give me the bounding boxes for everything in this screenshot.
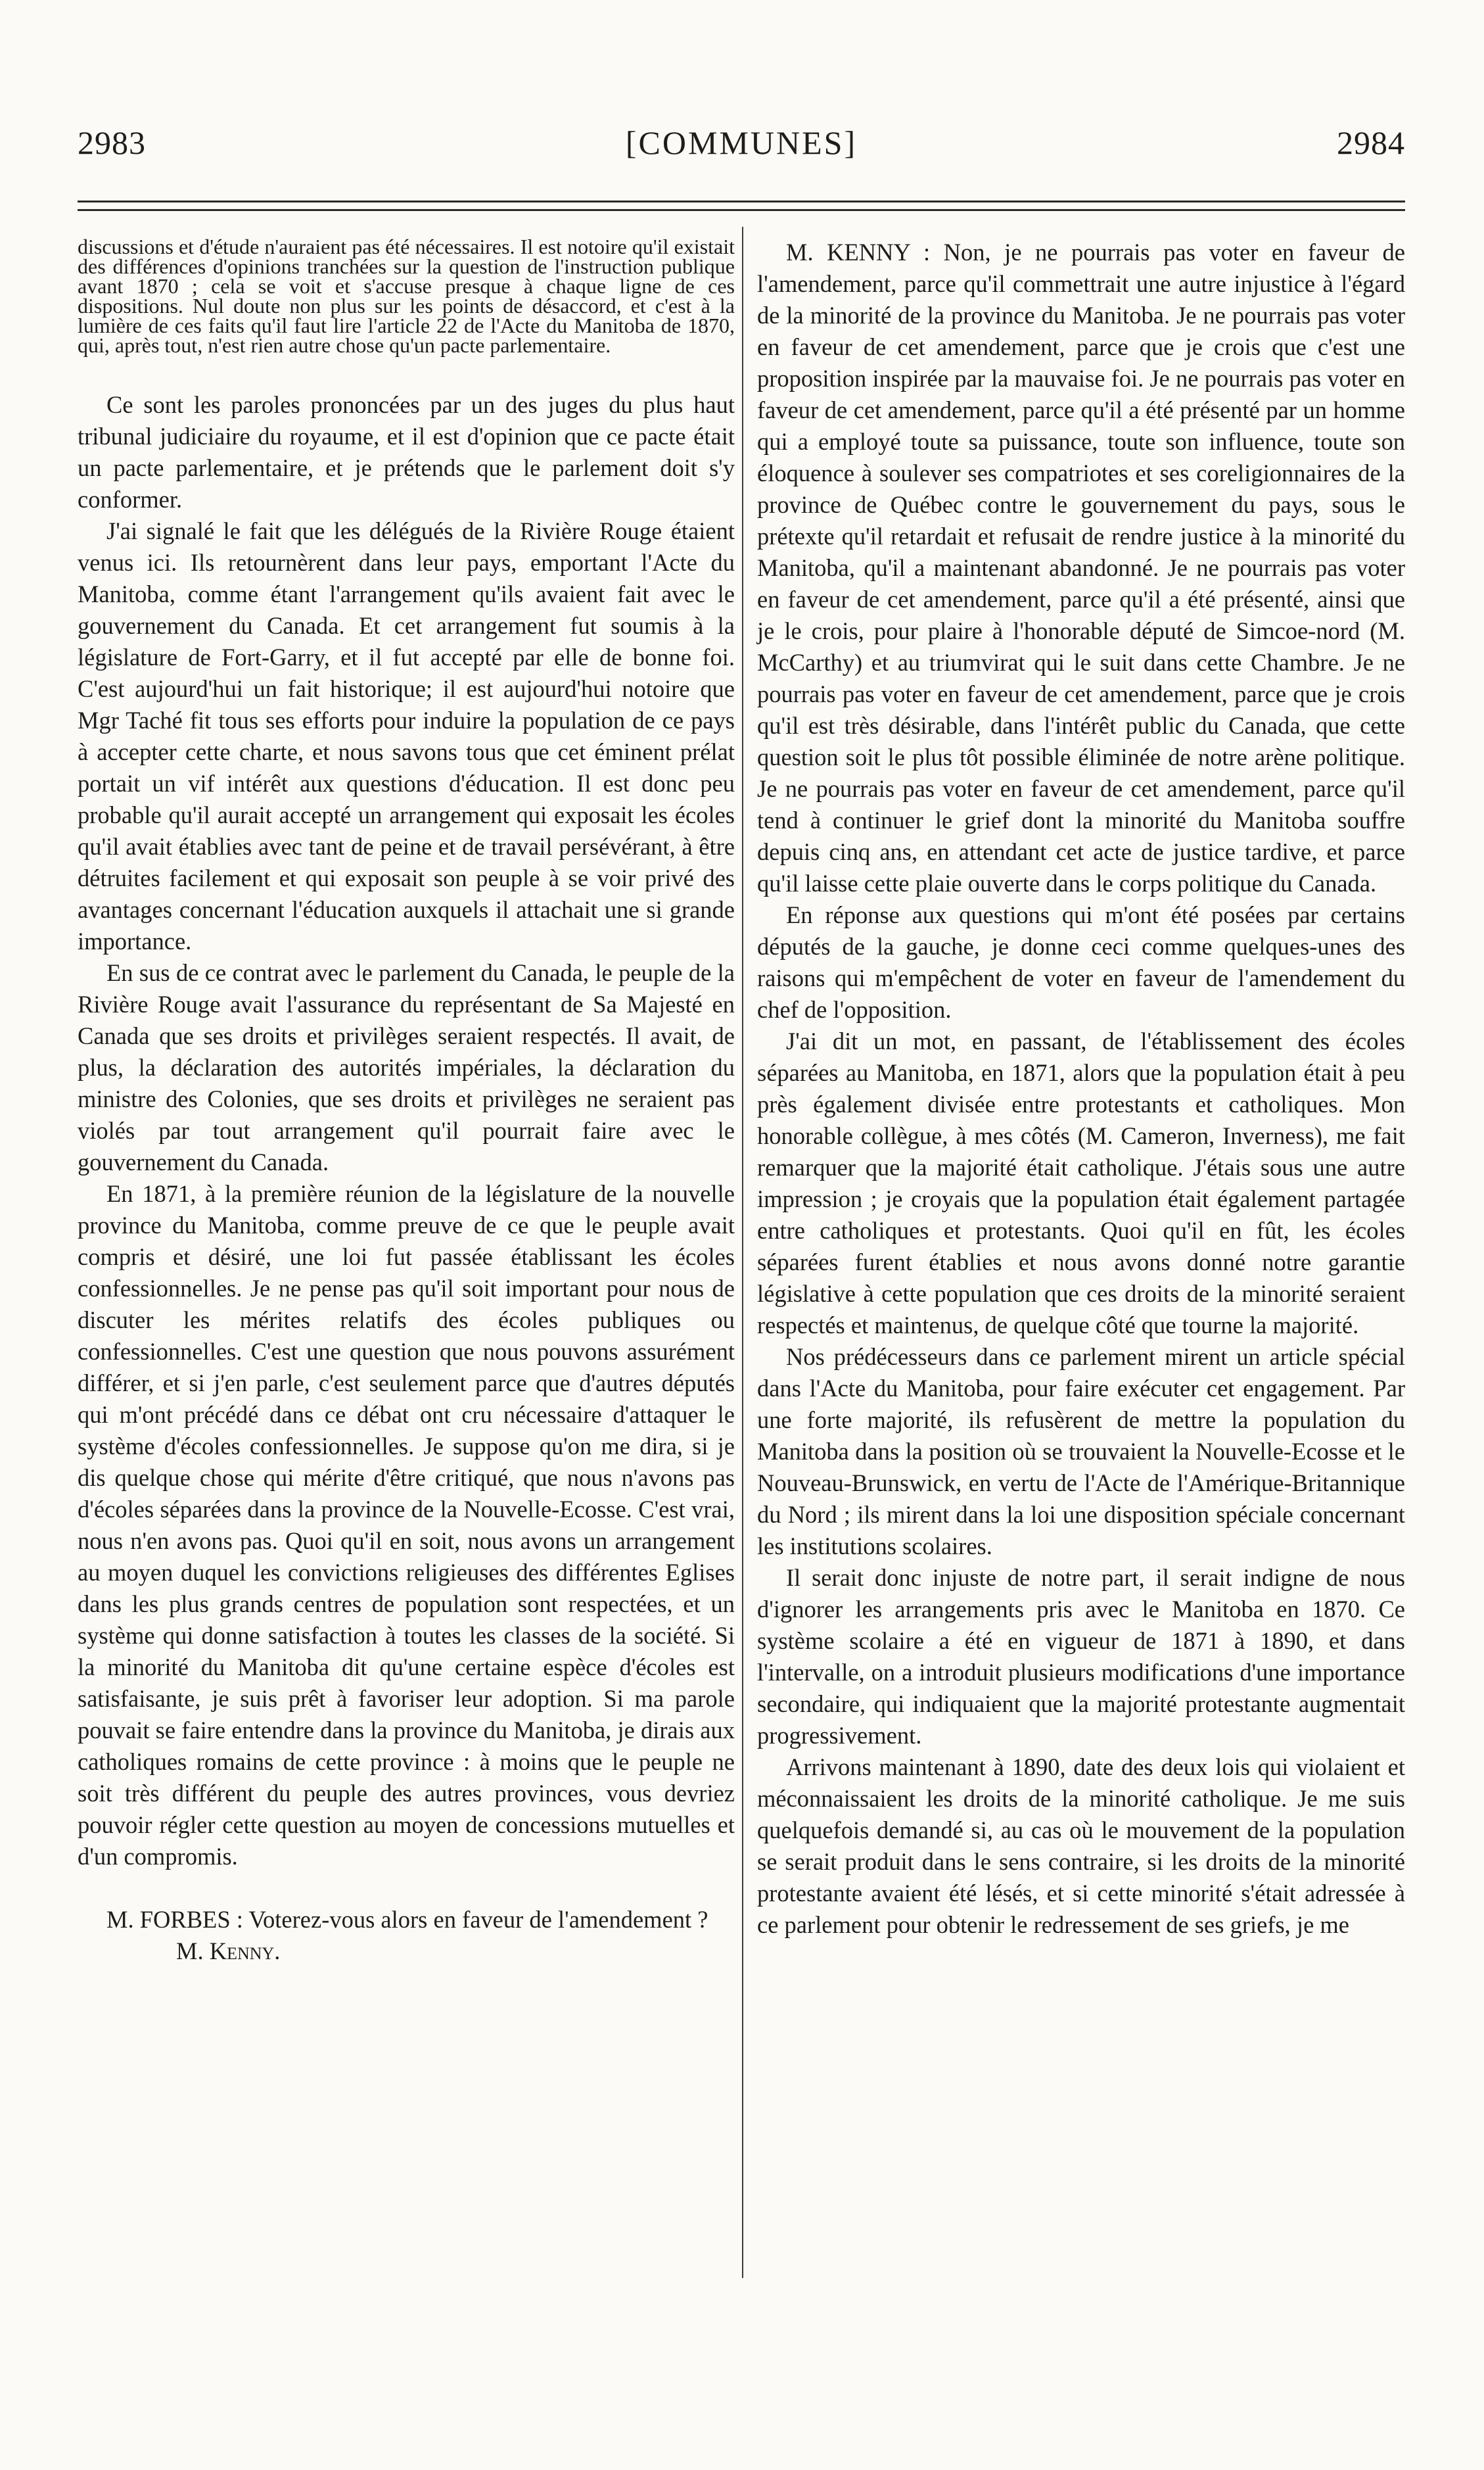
paragraph: En sus de ce contrat avec le parlement du Canada, le peuple de la Rivière Rouge avait l'assurance du représentant de Sa Majesté en Canada que ses droits et privilèges seraient respectés. Il avait, de plus, la déclaration des autorités impériales, la déclaration du ministre des Colonies, que ses droits et privilèges ne seraient pas violés par tout arrangement qu'il pourrait faire avec le gouvernement du Canada. bbox=[78, 959, 735, 1176]
paragraph: Ce sont les paroles prononcées par un des juges du plus haut tribunal judiciaire du royaume, et il est d'opinion que ce pacte était un pacte parlementaire, et je prétends que le parlement doit s'y conformer. bbox=[78, 391, 735, 513]
paragraph: Il serait donc injuste de notre part, il serait indigne de nous d'ignorer les arrangements pris avec le Manitoba en 1870. Ce système scolaire a été en vigueur de 1871 à 1890, et dans l'intervalle, on a introduit plusieurs modifications d'une importance secondaire, qui indiquaient que la majorité protestante augmentait progressivement. bbox=[757, 1564, 1405, 1749]
quoted-passage: discussions et d'étude n'auraient pas été nécessaires. Il est notoire qu'il existait des différences d'opinions tranchées sur la question de l'instruction publique avant 1870 ; cela se voit et s'accuse presque à chaque ligne de ces dispositions. Nul doute non plus sur les points de désaccord, et c'est à la lumière de ces faits qu'il faut lire l'article 22 de l'Acte du Manitoba de 1870, qui, après tout, n'est rien autre chose qu'un pacte parlementaire. bbox=[78, 235, 735, 357]
page-number-right: 2984 bbox=[1337, 124, 1405, 161]
paragraph: En réponse aux questions qui m'ont été posées par certains députés de la gauche, je donne ceci comme quelques-unes des raisons qui m'empêchent de voter en faveur de l'amendement du chef de l'opposition. bbox=[757, 901, 1405, 1023]
paragraph: En 1871, à la première réunion de la législature de la nouvelle province du Manitoba, comme preuve de ce que le peuple avait compris et désiré, une loi fut passée établissant les écoles confessionnelles. Je ne pense pas qu'il soit important pour nous de discuter les mérites relatifs des écoles publiques ou confessionnelles. C'est une question que nous pouvons assurément différer, et si j'en parle, c'est seulement parce que d'autres députés qui m'ont précédé dans ce débat ont cru nécessaire d'attaquer le système d'écoles confessionnelles. Je suppose qu'on me dira, si je dis quelque chose qui mérite d'être critiqué, que nous n'avons pas d'écoles séparées dans la province de la Nouvelle-Ecosse. C'est vrai, nous n'en avons pas. Quoi qu'il en soit, nous avons un arrangement au moyen duquel les convictions religieuses des différentes Eglises dans les plus grands centres de population sont respectées, et un système qui donne satisfaction à toutes les classes de la société. Si la minorité du Manitoba dit qu'une certaine espèce d'écoles est satisfaisante, je suis prêt à favoriser leur adoption. Si ma parole pouvait se faire entendre dans la province du Manitoba, je dirais aux catholiques romains de cette province : à moins que le peuple ne soit très différent du peuple des autres provinces, vous devriez pouvoir régler cette question au moyen de concessions mutuelles et d'un compromis. bbox=[78, 1180, 735, 1870]
header-rule-bottom bbox=[78, 209, 1405, 211]
header-title: [COMMUNES] bbox=[625, 124, 858, 161]
left-column bbox=[78, 237, 735, 1967]
page-number-left: 2983 bbox=[78, 124, 146, 161]
paragraph: Arrivons maintenant à 1890, date des deux lois qui violaient et méconnaissaient les droits de la minorité catholique. Je me suis quelquefois demandé si, au cas où le mouvement de la population se serait produit dans le sens contraire, si les droits de la minorité protestante avaient été lésés, et si cette minorité s'était adressée à ce parlement pour obtenir le redressement de ses griefs, je me bbox=[757, 1753, 1405, 1938]
paragraph: J'ai dit un mot, en passant, de l'établissement des écoles séparées au Manitoba, en 1871, alors que la population était à peu près également divisée entre protestants et catholiques. Mon honorable collègue, à mes côtés (M. Cameron, Inverness), me fait remarquer que la majorité était catholique. J'étais sous une autre impression ; je croyais que la population était également partagée entre catholiques et protestants. Quoi qu'il en fût, les écoles séparées furent établies et nous avons donné notre garantie législative à cette population que ces droits de la minorité seraient respectés et maintenus, de quelque côté que tourne la majorité. bbox=[757, 1028, 1405, 1339]
header-rule-top bbox=[78, 201, 1405, 202]
page-header bbox=[78, 124, 1405, 170]
speaker-kenny: M. Kenny. bbox=[176, 1937, 281, 1964]
speech-kenny: M. KENNY : Non, je ne pourrais pas voter en faveur de l'amendement, parce qu'il commettrait une autre injustice à l'égard de la minorité de la province du Manitoba. Je ne pourrais pas voter en faveur de cet amendement, parce que je crois que c'est une proposition inspirée par la mauvaise foi. Je ne pourrais pas voter en faveur de cet amendement, parce qu'il a été présenté par un homme qui a employé toute sa puissance, toute son influence, toute son éloquence à soulever ses compatriotes et ses coreligionnaires de la province de Québec contre le gouvernement du pays, sous le prétexte qu'il retardait et refusait de rendre justice à la minorité du Manitoba, qu'il a maintenant abandonné. Je ne pourrais pas voter en faveur de cet amendement, parce qu'il a été présenté, ainsi que je le crois, pour plaire à l'honorable député de Simcoe-nord (M. McCarthy) et au triumvirat qui le suit dans cette Chambre. Je ne pourrais pas voter en faveur de cet amendement, parce que je crois qu'il est très désirable, dans l'intérêt public du Canada, que cette question soit le plus tôt possible éliminée de notre arène politique. Je ne pourrais pas voter en faveur de cet amendement, parce qu'il tend à continuer le grief dont la minorité du Manitoba souffre depuis cinq ans, en attendant cet acte de justice tardive, et parce qu'il laisse cette plaie ouverte dans le corps politique du Canada. bbox=[757, 239, 1405, 897]
right-column bbox=[757, 237, 1405, 1941]
paragraph: J'ai signalé le fait que les délégués de la Rivière Rouge étaient venus ici. Ils retournèrent dans leur pays, emportant l'Acte du Manitoba, comme étant l'arrangement qu'ils avaient fait avec le gouvernement du Canada. Et cet arrangement fut soumis à la législature de Fort-Garry, et il fut accepté par elle de bonne foi. C'est aujourd'hui un fait historique; il est aujourd'hui notoire que Mgr Taché fit tous ses efforts pour induire la population de ce pays à accepter cette charte, et nous savons tous que cet éminent prélat portait un vif intérêt aux questions d'éducation. Il est donc peu probable qu'il aurait accepté un arrangement qui exposait les écoles qu'il avait établies avec tant de peine et de travail persévérant, à être détruites facilement et qui exposait son peuple à se voir privé des avantages concernant l'éducation auxquels il attachait une si grande importance. bbox=[78, 517, 735, 955]
speech-forbes: M. FORBES : Voterez-vous alors en faveur de l'amendement ? bbox=[106, 1906, 708, 1933]
column-divider bbox=[742, 227, 743, 2278]
paragraph: Nos prédécesseurs dans ce parlement mirent un article spécial dans l'Acte du Manitoba, pour faire exécuter cet engagement. Par une forte majorité, ils refusèrent de mettre la population du Manitoba dans la position où se trouvaient la Nouvelle-Ecosse et le Nouveau-Brunswick, en vertu de l'Acte de l'Amérique-Britannique du Nord ; ils mirent dans la loi une disposition spéciale concernant les institutions scolaires. bbox=[757, 1343, 1405, 1559]
